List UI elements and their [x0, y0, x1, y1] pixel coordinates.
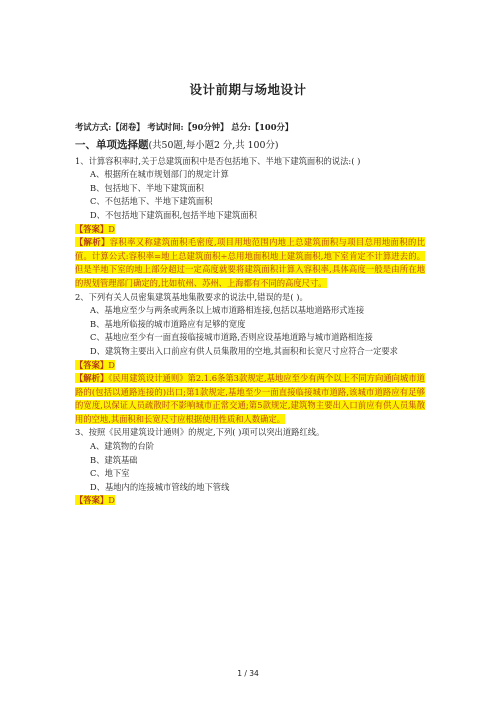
explanation-label: 【解析】 — [75, 237, 110, 248]
option-a: A、根据所在城市规划部门的规定计算 — [90, 169, 229, 180]
question-1 — [75, 155, 425, 291]
answer-value: D — [108, 495, 115, 506]
section-heading — [75, 138, 425, 153]
section-note: (共50题,每小题2 分,共 100分) — [148, 139, 279, 151]
answer-label: 【答案】 — [75, 495, 109, 506]
explanation-text: 容积率又称建筑面积毛密度,项目用地范围内地上总建筑面积与项目总用地面积的比值。计算公式:容积率=地上总建筑面积÷总用地面积地上建筑面积,地下室肯定不计算进去的。但是半地下室的地上部分超过一定高度就要将建筑面积计算入容积率,具体高度一般是由所在地的规划管理部门确定的,比如杭州、苏州、上海都有不同的高度尺寸。 — [75, 237, 425, 288]
option-c: C、地下室 — [90, 468, 130, 479]
option-b: B、建筑基础 — [90, 454, 138, 465]
answer-label: 【答案】 — [75, 359, 109, 370]
option-c: C、不包括地下、半地下建筑面积 — [90, 196, 213, 207]
option-b: B、包括地下、半地下建筑面积 — [90, 182, 204, 193]
answer-line — [75, 494, 425, 508]
answer-line — [75, 359, 425, 373]
answer-value: D — [108, 359, 115, 370]
question-stem: 2、下列有关人员密集建筑基地集散要求的说法中,错误的是( )。 — [75, 291, 308, 302]
option-d: D、基地内的连接城市管线的地下管线 — [90, 481, 230, 492]
answer-line — [75, 223, 425, 237]
option-c: C、基地应至少有一面直接临接城市道路,否则应设基地道路与城市道路相连接 — [90, 332, 373, 343]
question-stem: 1、计算容积率时,关于总建筑面积中是否包括地下、半地下建筑面积的说法:( ) — [75, 155, 361, 166]
explanation — [75, 372, 425, 426]
explanation-text: 《民用建筑设计通则》第2.1.6条第3款规定,基地应至少有两个以上不同方向通向城市道路的(包括以通路连接的)出口;第1款规定,基地至少一面直接临接城市道路,该城市道路应有足够的宽度,以保证人员疏散时不影响城市正常交通;第5款规定,建筑物主要出入口前应有供人员集散用的空地,其面积和长宽尺寸应根据使用性质和人数确定。 — [75, 373, 425, 424]
option-d: D、不包括地下建筑面积,包括半地下建筑面积 — [90, 209, 257, 220]
answer-value: D — [108, 223, 115, 234]
answer-label: 【答案】 — [75, 223, 109, 234]
page-number: 1 / 34 — [237, 669, 259, 678]
explanation — [75, 236, 425, 290]
exam-meta: 考试方式:【闭卷】 考试时间:【90分钟】 总分:【100分】 — [75, 122, 294, 132]
question-stem: 3、按照《民用建筑设计通则》的规定,下列( )项可以突出道路红线。 — [75, 427, 325, 438]
option-a: A、建筑物的台阶 — [90, 441, 155, 452]
option-d: D、建筑物主要出入口前应有供人员集散用的空地,其面积和长宽尺寸应符合一定要求 — [90, 345, 398, 356]
option-a: A、基地应至少与两条或两条以上城市道路相连接,包括以基地道路形式连接 — [90, 305, 365, 316]
explanation-label: 【解析】 — [75, 373, 109, 384]
question-2 — [75, 291, 425, 427]
document-title: 设计前期与场地设计 — [189, 82, 307, 97]
option-b: B、基地所临接的城市道路应有足够的宽度 — [90, 318, 246, 329]
question-3 — [75, 426, 425, 508]
document-body — [75, 121, 425, 508]
section-title: 一、单项选择题 — [75, 138, 149, 151]
